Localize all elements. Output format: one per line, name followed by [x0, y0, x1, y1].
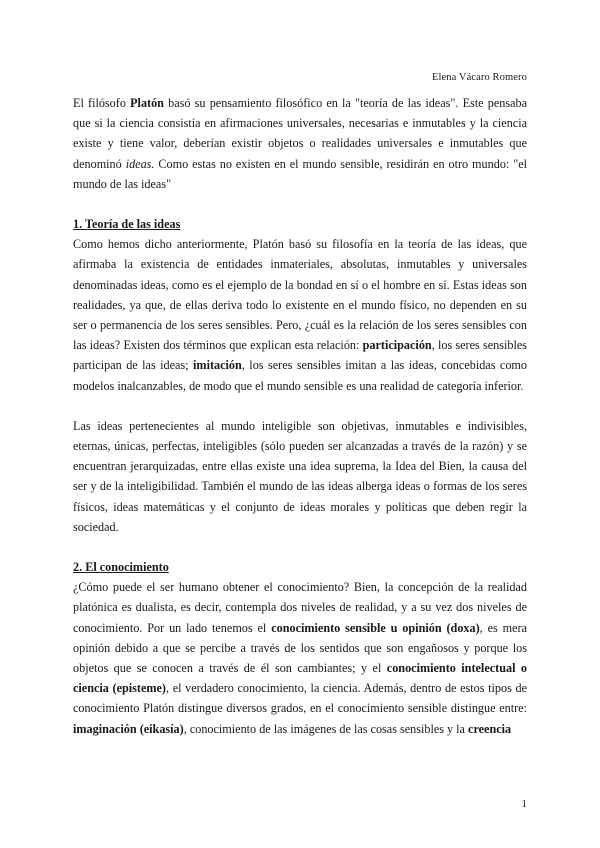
- s2p1-text-1: ¿Cómo puede el ser humano obtener el conocimiento? Bien, la concepción de la realidad platónica es dualista, es decir, contempla dos niveles de realidad, y a su vez dos niveles de conocimiento. Por un lado tenemos el: [73, 580, 527, 635]
- s2p1-bold-eikasia: imaginación (eikasía): [73, 721, 184, 736]
- s1p1-bold-imitacion: imitación: [193, 358, 242, 373]
- s1p1-bold-participacion: participación: [362, 338, 432, 353]
- s2p1-text-3: , el verdadero conocimiento, la ciencia. Además, dentro de estos tipos de conocimiento Platón distingue diversos grados, en el conocimiento sensible distingue entre:: [73, 681, 527, 716]
- intro-text-3: Como estas no existen en el mundo sensible, residirán en otro mundo: "el mundo de las ideas": [73, 156, 527, 191]
- s2p1-bold-doxa: conocimiento sensible u opinión (doxa): [271, 620, 480, 635]
- document-body: [73, 93, 527, 739]
- author-header: Elena Vácaro Romero: [431, 72, 527, 83]
- intro-bold-platon: Platón: [130, 96, 164, 110]
- intro-italic-ideas: ideas.: [125, 156, 155, 171]
- section-1-paragraph-1: [73, 234, 527, 396]
- section-1-paragraph-2: Las ideas pertenecientes al mundo inteligible son objetivas, inmutables e indivisibles, eternas, únicas, perfectas, inteligibles (sólo pueden ser alcanzadas a través de la razón) y se encuentran jerarquizadas, entre ellas existe una idea suprema, la Idea del Bien, la causa del ser y de la inteligibilidad. También el mundo de las ideas alberga ideas o formas de los seres físicos, ideas matemáticas y el conjunto de ideas morales y políticas que deben regir la sociedad.: [73, 418, 527, 534]
- intro-text-2: basó su pensamiento filosófico en la "teoría de las ideas". Este pensaba que si la ciencia consistía en afirmaciones universales, necesarias e inmutables y la ciencia existe y tiene valor, deberían existir objetos o realidades universales e inmutables que denominó: [73, 96, 527, 171]
- s1p1-text-2: , los seres sensibles participan de las ideas;: [73, 338, 528, 373]
- intro-paragraph: [73, 93, 527, 194]
- s1p1-text-1: Como hemos dicho anteriormente, Platón basó su filosofía en la teoría de las ideas, que afirmaba la existencia de entidades inmateriales, absolutas, inmutables y universales denominadas ideas, como es el ejemplo de la bondad en sí o el hombre en sí. Estas ideas son realidades, ya que, de ellas deriva todo lo existente en el mundo físico, no dependen en su ser o permanencia de los seres sensibles. Pero, ¿cuál es la relación de los seres sensibles con las ideas? Existen dos términos que explican esta relación:: [73, 237, 527, 353]
- s2p1-bold-episteme: conocimiento intelectual o ciencia (episteme): [73, 661, 527, 696]
- s2p1-bold-creencia: creencia: [468, 721, 512, 736]
- s2p1-text-2: , es mera opinión debido a que se percibe a través de los sentidos que son engañosos y porque los objetos que se conocen a través de él son cambiantes; y el: [73, 620, 527, 676]
- section-2-paragraph-1: [73, 577, 527, 739]
- intro-text-1: El filósofo: [73, 96, 131, 110]
- s1p1-text-3: , los seres sensibles imitan a las ideas, concebidas como modelos inalcanzables, de modo que el mundo sensible es una realidad de categoría inferior.: [73, 358, 527, 393]
- section-1-heading: 1. Teoría de las ideas: [73, 217, 181, 232]
- section-2-heading: 2. El conocimiento: [73, 560, 169, 575]
- page-number: 1: [521, 798, 527, 810]
- s2p1-text-4: , conocimiento de las imágenes de las cosas sensibles y la: [183, 721, 469, 736]
